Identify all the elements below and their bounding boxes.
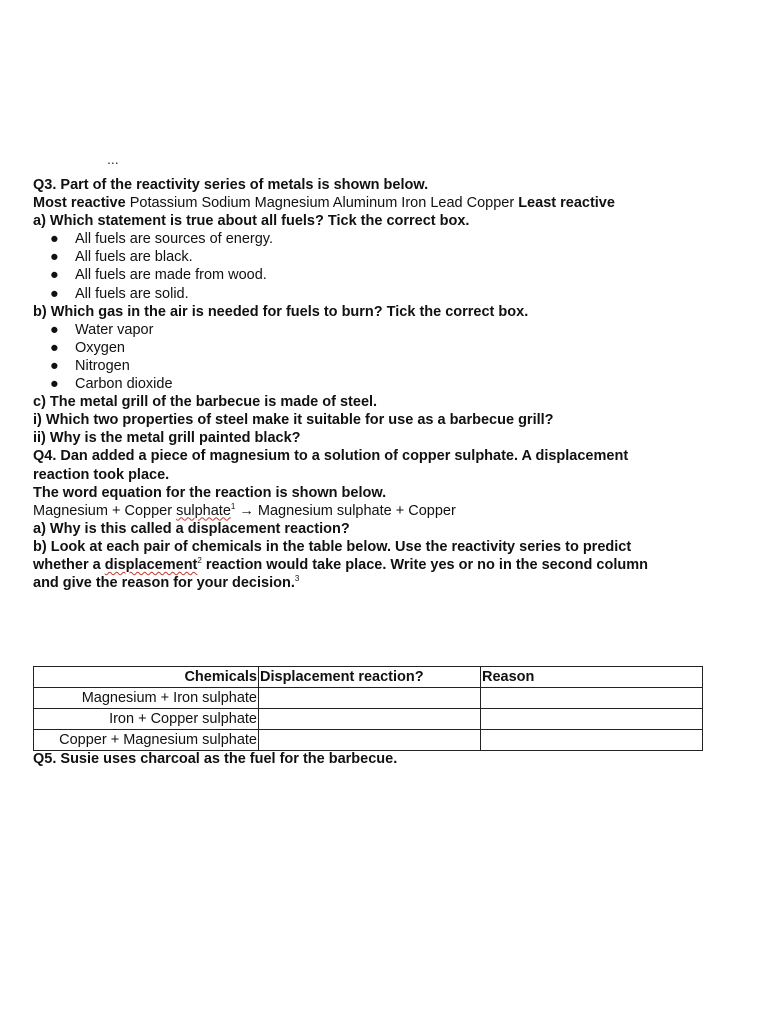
q4-part-b-line3: and give the reason for your decision.$^3$ [33, 574, 300, 592]
list-item: ● Oxygen [50, 339, 125, 356]
table-header-row [34, 667, 703, 688]
least-reactive-label: Least reactive [518, 195, 615, 212]
q3-title: Q3. Part of the reactivity series of metals is shown below. [33, 177, 429, 193]
bullet-icon: ● [50, 267, 59, 284]
list-item: ● Carbon dioxide [50, 376, 173, 393]
q3-part-c-ii: ii) Why is the metal grill painted black? [33, 430, 301, 447]
q3-part-c-i: i) Which two properties of steel make it suitable for use as a barbecue grill? [33, 412, 554, 429]
cell-chemicals: Magnesium + Iron sulphate [34, 688, 259, 709]
spellcheck-word: displacement [104, 556, 198, 573]
cell-chemicals: Iron + Copper sulphate [34, 709, 259, 730]
q4-part-b-line1: b) Look at each pair of chemicals in the table below. Use the reactivity series to predict [33, 538, 632, 555]
q4-intro-line2: reaction took place. [33, 466, 170, 483]
q4-part-a: a) Why is this called a displacement reaction? [33, 520, 350, 537]
word-equation: Magnesium + Copper sulphate$^1$ → Magnesium sulphate + Copper [33, 501, 456, 519]
cell-reaction[interactable] [259, 709, 481, 730]
chemicals-table [33, 666, 703, 751]
list-item: ● All fuels are solid. [50, 285, 189, 302]
q4-intro-line1: Q4. Dan added a piece of magnesium to a solution of copper sulphate. A displacement [33, 448, 629, 465]
reactivity-series-metals: Potassium Sodium Magnesium Aluminum Iron Lead Copper [129, 195, 515, 212]
spellcheck-word: sulphate [176, 502, 231, 519]
column-header-chemicals: Chemicals [34, 667, 259, 688]
q3-part-b: b) Which gas in the air is needed for fuels to burn? Tick the correct box. [33, 303, 529, 320]
q4-part-b-line2: whether a displacement$^2$ reaction would take place. Write yes or no in the second column [33, 556, 648, 573]
table-row [34, 730, 703, 751]
table-row [34, 688, 703, 709]
bullet-icon: ● [50, 339, 59, 356]
table-row [34, 709, 703, 730]
column-header-reason: Reason [481, 667, 703, 688]
q4-equation-intro: The word equation for the reaction is shown below. [33, 484, 387, 501]
cell-reason[interactable] [481, 688, 703, 709]
bullet-icon: ● [50, 357, 59, 374]
q3-part-c: c) The metal grill of the barbecue is made of steel. [33, 394, 378, 411]
footnote-ref: 2 [197, 556, 202, 566]
list-item: ● All fuels are black. [50, 249, 193, 266]
cell-reason[interactable] [481, 730, 703, 751]
cell-reason[interactable] [481, 709, 703, 730]
footnote-ref: 1 [230, 501, 236, 511]
bullet-icon: ● [50, 321, 59, 338]
bullet-icon: ● [50, 285, 59, 302]
cell-reaction[interactable] [259, 730, 481, 751]
list-item: ● Nitrogen [50, 357, 130, 374]
reactivity-series-line [33, 194, 733, 212]
bullet-icon: ● [50, 249, 59, 266]
bullet-icon: ● [50, 376, 59, 393]
question-body [33, 176, 733, 592]
q5-title: Q5. Susie uses charcoal as the fuel for the barbecue. [33, 751, 398, 767]
cell-reaction[interactable] [259, 688, 481, 709]
column-header-displacement: Displacement reaction? [259, 667, 481, 688]
most-reactive-label: Most reactive [33, 195, 126, 212]
list-item: ● All fuels are sources of energy. [50, 231, 273, 248]
bullet-icon: ● [50, 231, 59, 248]
cell-chemicals: Copper + Magnesium sulphate [34, 730, 259, 751]
cutoff-text-fragment: ... [107, 151, 119, 167]
list-item: ● Water vapor [50, 321, 154, 338]
q3-part-a: a) Which statement is true about all fuels? Tick the correct box. [33, 213, 470, 230]
list-item: ● All fuels are made from wood. [50, 267, 267, 284]
footnote-ref: 3 [294, 574, 300, 584]
